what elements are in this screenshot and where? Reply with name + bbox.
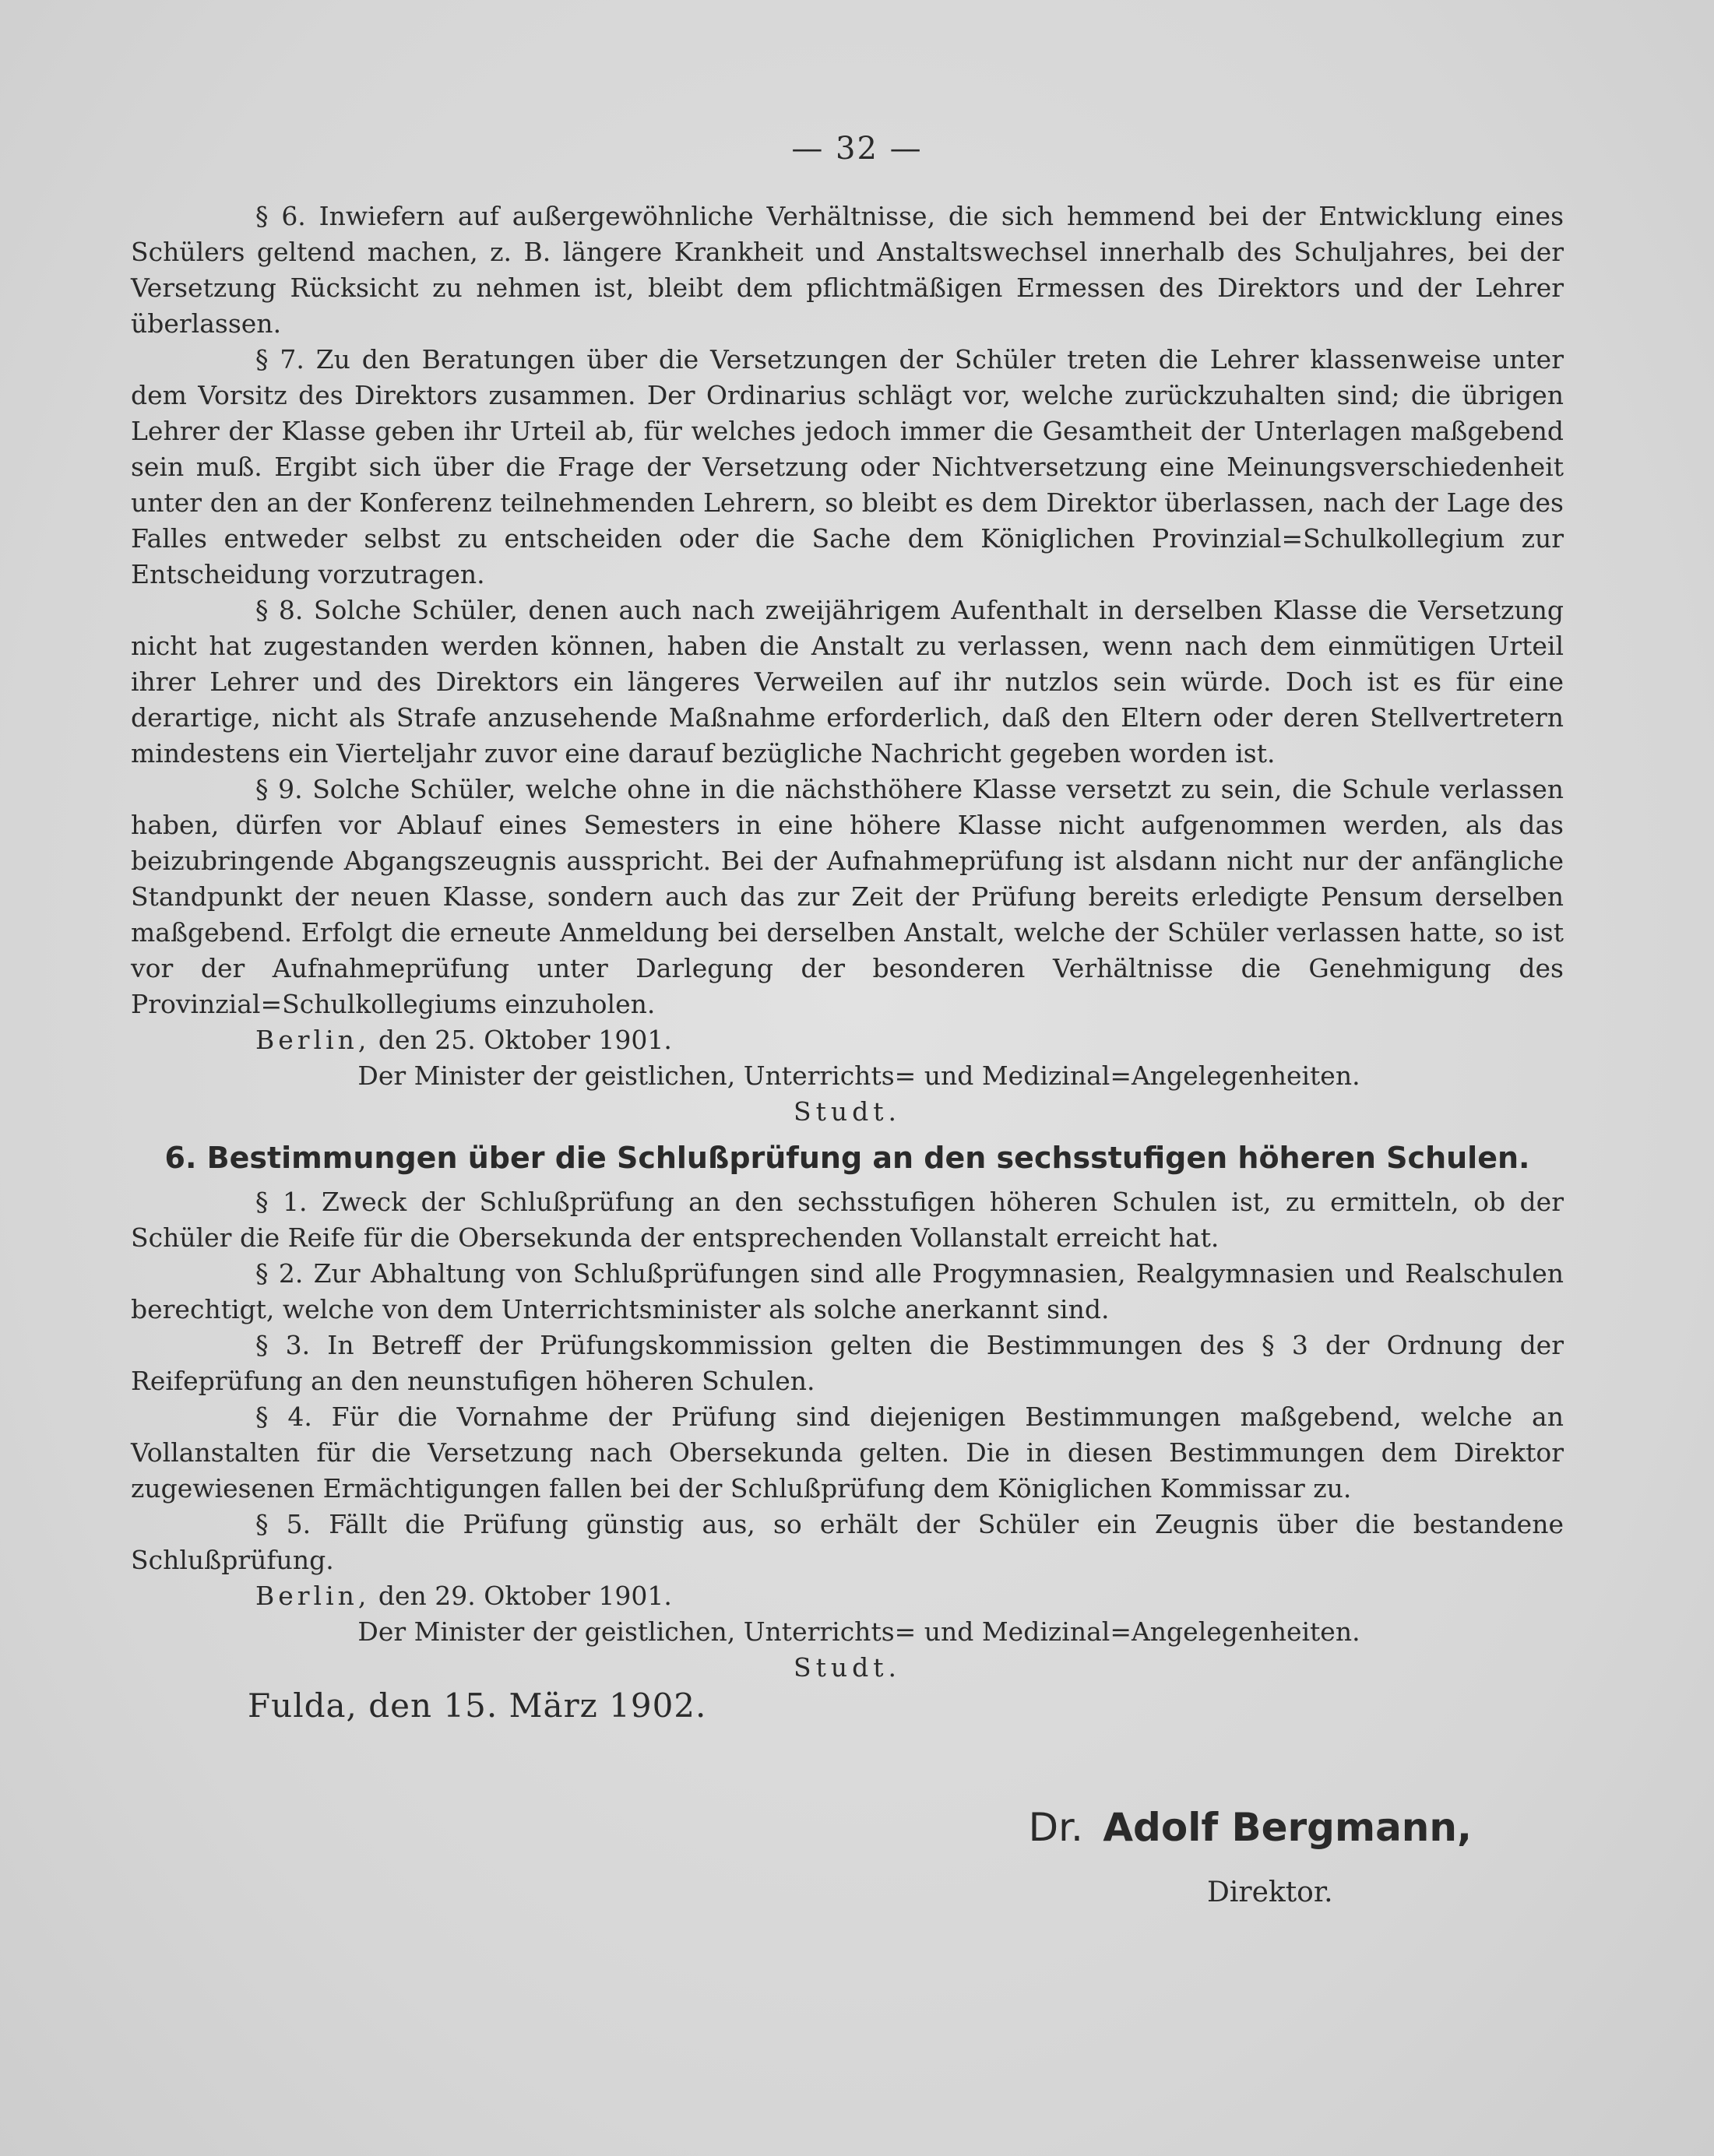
paragraph-s5: § 5. Fällt die Prüfung günstig aus, so erhält der Schüler ein Zeugnis über die bestandene Schlußprüfung. (131, 1509, 1564, 1575)
signoff-date: den 29. Oktober 1901. (378, 1581, 672, 1611)
director-name-prefix: Dr. (1028, 1805, 1083, 1850)
signoff-place-date-1 (131, 1022, 1564, 1058)
paragraph-s1: § 1. Zweck der Schlußprüfung an den sechsstufigen höheren Schulen ist, zu ermitteln, ob der Schüler die Reife für die Obersekunda der entsprechenden Vollanstalt erreicht hat. (131, 1187, 1564, 1253)
paragraph-s8: § 8. Solche Schüler, denen auch nach zweijährigem Aufenthalt in derselben Klasse die Versetzung nicht hat zugestanden werden können, haben die Anstalt zu verlassen, wenn nach dem einmütigen Urteil ihrer Lehrer und des Direktors ein längeres Verweilen auf ihr nutzlos sein würde. Doch ist es für eine derartige, nicht als Strafe anzusehende Maßnahme erforderlich, daß den Eltern oder deren Stellvertretern mindestens ein Vierteljahr zuvor eine darauf bezügliche Nachricht gegeben worden ist. (131, 595, 1564, 768)
minister-line-2: Der Minister der geistlichen, Unterrichts= und Medizinal=Angelegenheiten. (357, 1616, 1360, 1647)
paragraph-s7: § 7. Zu den Beratungen über die Versetzungen der Schüler treten die Lehrer klassenweise unter dem Vorsitz des Direktors zusammen. Der Ordinarius schlägt vor, welche zurückzuhalten sind; die übrigen Lehrer der Klasse geben ihr Urteil ab, für welches jedoch immer die Gesamtheit der Unterlagen maßgebend sein muß. Ergibt sich über die Frage der Versetzung oder Nichtversetzung eine Meinungsverschiedenheit unter den an der Konferenz teilnehmenden Lehrern, so bleibt es dem Direktor überlassen, nach der Lage des Falles entweder selbst zu entscheiden oder die Sache dem Königlichen Provinzial=Schulkollegium zur Entscheidung vorzutragen. (131, 344, 1564, 589)
page-number: — 32 — (791, 131, 923, 167)
paragraph-s9: § 9. Solche Schüler, welche ohne in die nächsthöhere Klasse versetzt zu sein, die Schule verlassen haben, dürfen vor Ablauf eines Semesters in eine höhere Klasse nicht aufgenommen werden, als das beizubringende Abgangszeugnis ausspricht. Bei der Aufnahmeprüfung ist alsdann nicht nur der anfängliche Standpunkt der neuen Klasse, sondern auch das zur Zeit der Prüfung bereits erledigte Pensum derselben maßgebend. Erfolgt die erneute Anmeldung bei derselben Anstalt, welche der Schüler verlassen hatte, so ist vor der Aufnahmeprüfung unter Darlegung der besonderen Verhältnisse die Genehmigung des Provinzial=Schulkollegiums einzuholen. (131, 774, 1564, 1019)
signer-2: Studt. (794, 1652, 901, 1683)
paragraph-s6: § 6. Inwiefern auf außergewöhnliche Verhältnisse, die sich hemmend bei der Entwicklung eines Schülers geltend machen, z. B. längere Krankheit und Anstaltswechsel innerhalb des Schuljahres, bei der Versetzung Rücksicht zu nehmen ist, bleibt dem pflichtmäßigen Ermessen des Direktors und der Lehrer überlassen. (131, 201, 1564, 339)
signoff-place: Berlin, (255, 1581, 371, 1611)
minister-line-1: Der Minister der geistlichen, Unterrichts= und Medizinal=Angelegenheiten. (357, 1060, 1360, 1091)
signoff-place: Berlin, (255, 1025, 371, 1055)
director-name (1029, 1805, 1472, 1850)
closing-place-date: Fulda, den 15. März 1902. (248, 1686, 707, 1725)
paragraph-s2: § 2. Zur Abhaltung von Schlußprüfungen sind alle Progymnasien, Realgymnasien und Realschulen berechtigt, welche von dem Unterrichtsminister als solche anerkannt sind. (131, 1258, 1564, 1324)
section-title: 6. Bestimmungen über die Schlußprüfung an den sechsstufigen höheren Schulen. (164, 1141, 1530, 1175)
document-body (131, 199, 1564, 1686)
signoff-place-date-2 (131, 1578, 1564, 1614)
paragraph-s3: § 3. In Betreff der Prüfungskommission gelten die Bestimmungen des § 3 der Ordnung der Reifeprüfung an den neunstufigen höheren Schulen. (131, 1330, 1564, 1396)
signer-1: Studt. (794, 1096, 901, 1127)
signoff-date: den 25. Oktober 1901. (378, 1025, 672, 1055)
director-title: Direktor. (1207, 1876, 1333, 1908)
director-name-text: Adolf Bergmann, (1103, 1805, 1472, 1850)
paragraph-s4: § 4. Für die Vornahme der Prüfung sind diejenigen Bestimmungen maßgebend, welche an Vollanstalten für die Versetzung nach Obersekunda gelten. Die in diesen Bestimmungen dem Direktor zugewiesenen Ermächtigungen fallen bei der Schlußprüfung dem Königlichen Kommissar zu. (131, 1402, 1564, 1504)
